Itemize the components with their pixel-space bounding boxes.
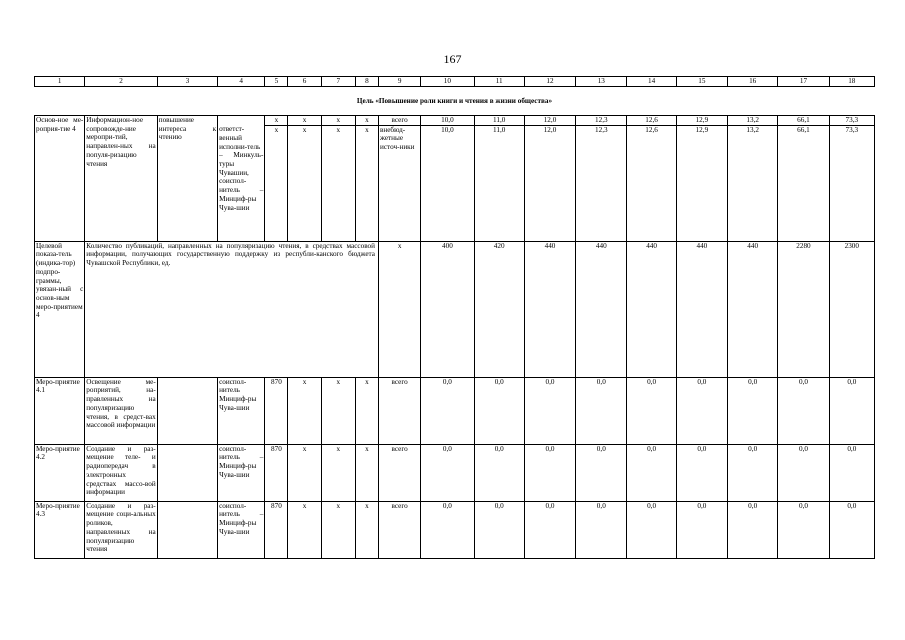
column-number: 10: [421, 77, 474, 87]
value-cell: 73,3: [829, 125, 874, 241]
column-number: 11: [474, 77, 524, 87]
event-title: Создание и раз-мещение соци-альных роликов, направленных на популяризацию чтения: [85, 501, 157, 558]
column-number: 5: [265, 77, 288, 87]
funding-source: всего: [378, 501, 420, 558]
event-executor: соиспол-нитель – Минциф-ры Чува-шии: [218, 501, 265, 558]
column-number: 7: [321, 77, 355, 87]
value-cell: 12,6: [627, 116, 676, 126]
value-cell: 12,0: [524, 125, 575, 241]
value-cell: 0,0: [676, 377, 727, 444]
code-cell: х: [288, 116, 321, 126]
goal-row: [35, 87, 875, 116]
value-cell: 0,0: [728, 377, 778, 444]
value-cell: 12,3: [576, 116, 627, 126]
value-cell: 12,6: [627, 125, 676, 241]
column-number: 16: [728, 77, 778, 87]
value-cell: 0,0: [524, 501, 575, 558]
value-cell: 11,0: [474, 125, 524, 241]
column-number: 15: [676, 77, 727, 87]
value-cell: 0,0: [421, 501, 474, 558]
code-cell: 870: [265, 501, 288, 558]
value-cell: 0,0: [627, 444, 676, 501]
value-cell: 0,0: [576, 501, 627, 558]
code-cell: х: [355, 444, 378, 501]
main-event-number: Основ-ное ме-роприя-тие 4: [35, 116, 85, 242]
funding-source: внебюд-жетные источ-ники: [378, 125, 420, 241]
indicator-value: 2300: [829, 241, 874, 377]
value-cell: 0,0: [778, 444, 829, 501]
column-number: 3: [157, 77, 217, 87]
main-event-title: Информацион-ное сопровожде-ние меропри-тий, направлен-ных на популя-ризацию чтения: [85, 116, 157, 242]
column-number: 9: [378, 77, 420, 87]
column-number: 1: [35, 77, 85, 87]
value-cell: 10,0: [421, 125, 474, 241]
value-cell: 12,3: [576, 125, 627, 241]
value-cell: 13,2: [728, 116, 778, 126]
indicator-value: 420: [474, 241, 524, 377]
column-number: 18: [829, 77, 874, 87]
value-cell: 0,0: [576, 377, 627, 444]
value-cell: 10,0: [421, 116, 474, 126]
code-cell: х: [265, 125, 288, 241]
value-cell: 0,0: [474, 501, 524, 558]
value-cell: 0,0: [576, 444, 627, 501]
value-cell: 0,0: [829, 501, 874, 558]
value-cell: 11,0: [474, 116, 524, 126]
code-cell: х: [355, 377, 378, 444]
indicator-code: х: [378, 241, 420, 377]
value-cell: 66,1: [778, 125, 829, 241]
value-cell: 73,3: [829, 116, 874, 126]
value-cell: 0,0: [676, 501, 727, 558]
value-cell: 0,0: [474, 377, 524, 444]
code-cell: х: [355, 116, 378, 126]
indicator-value: 440: [627, 241, 676, 377]
main-event-executor: ответст-венный исполни-тель – Минкуль-туры Чувашии, соиспол-нитель – Минциф-ры Чува-шии: [218, 125, 265, 241]
column-number: 8: [355, 77, 378, 87]
event-executor: соиспол-нитель Минциф-ры Чува-шии: [218, 377, 265, 444]
column-number: 17: [778, 77, 829, 87]
code-cell: х: [355, 125, 378, 241]
funding-source: всего: [378, 116, 420, 126]
event-number: Меро-приятие 4.2: [35, 444, 85, 501]
value-cell: 12,0: [524, 116, 575, 126]
column-number: 12: [524, 77, 575, 87]
event-title: Создание и раз-мещение теле- и радиопередач в электронных средствах массо-вой информации: [85, 444, 157, 501]
indicator-value: 2280: [778, 241, 829, 377]
code-cell: х: [288, 125, 321, 241]
main-event-row-total: [35, 116, 875, 126]
code-cell: х: [321, 444, 355, 501]
goal-title: Цель «Повышение роли книги и чтения в жизни общества»: [35, 87, 875, 116]
program-table: [34, 76, 875, 559]
value-cell: 0,0: [778, 501, 829, 558]
value-cell: 0,0: [778, 377, 829, 444]
code-cell: х: [288, 377, 321, 444]
value-cell: 12,9: [676, 125, 727, 241]
code-cell: х: [265, 116, 288, 126]
funding-source: всего: [378, 377, 420, 444]
value-cell: 13,2: [728, 125, 778, 241]
value-cell: 0,0: [829, 444, 874, 501]
value-cell: 0,0: [627, 377, 676, 444]
indicator-value: 440: [728, 241, 778, 377]
value-cell: 0,0: [474, 444, 524, 501]
event-row: [35, 377, 875, 444]
event-row: [35, 501, 875, 558]
indicator-value: 400: [421, 241, 474, 377]
value-cell: 0,0: [524, 444, 575, 501]
column-number: 4: [218, 77, 265, 87]
indicator-row: [35, 241, 875, 377]
code-cell: х: [321, 125, 355, 241]
value-cell: 12,9: [676, 116, 727, 126]
event-number: Меро-приятие 4.1: [35, 377, 85, 444]
indicator-value: 440: [576, 241, 627, 377]
value-cell: 0,0: [421, 444, 474, 501]
indicator-label: Целевой показа-тель (индика-тор) подпро-граммы, увязан-ный с основ-ным меро-приятием 4: [35, 241, 85, 377]
funding-source: всего: [378, 444, 420, 501]
value-cell: 0,0: [524, 377, 575, 444]
value-cell: 66,1: [778, 116, 829, 126]
indicator-value: 440: [524, 241, 575, 377]
event-number: Меро-приятие 4.3: [35, 501, 85, 558]
code-cell: х: [288, 444, 321, 501]
code-cell: х: [288, 501, 321, 558]
value-cell: 0,0: [728, 444, 778, 501]
column-number: 6: [288, 77, 321, 87]
code-cell: х: [321, 116, 355, 126]
event-title: Освещение ме-роприятий, на-правленных на популяризацию чтения, в средст-вах массовой информации: [85, 377, 157, 444]
value-cell: 0,0: [627, 501, 676, 558]
code-cell: 870: [265, 444, 288, 501]
value-cell: 0,0: [421, 377, 474, 444]
page-number: 167: [443, 52, 462, 66]
code-cell: х: [321, 377, 355, 444]
code-cell: х: [321, 501, 355, 558]
event-executor: соиспол-нитель – Минциф-ры Чува-шии: [218, 444, 265, 501]
value-cell: 0,0: [676, 444, 727, 501]
indicator-value: 440: [676, 241, 727, 377]
indicator-text: Количество публикаций, направленных на популяризацию чтения, в средствах массовой информации, получающих государственную поддержку из республи-канского бюджета Чувашской Республики, ед.: [85, 241, 379, 377]
value-cell: 0,0: [829, 377, 874, 444]
event-row: [35, 444, 875, 501]
column-number: 13: [576, 77, 627, 87]
code-cell: х: [355, 501, 378, 558]
value-cell: 0,0: [728, 501, 778, 558]
code-cell: 870: [265, 377, 288, 444]
column-number: 2: [85, 77, 157, 87]
column-number: 14: [627, 77, 676, 87]
column-number-row: [35, 77, 875, 87]
main-event-goal: повышение интереса к чтению: [157, 116, 217, 242]
